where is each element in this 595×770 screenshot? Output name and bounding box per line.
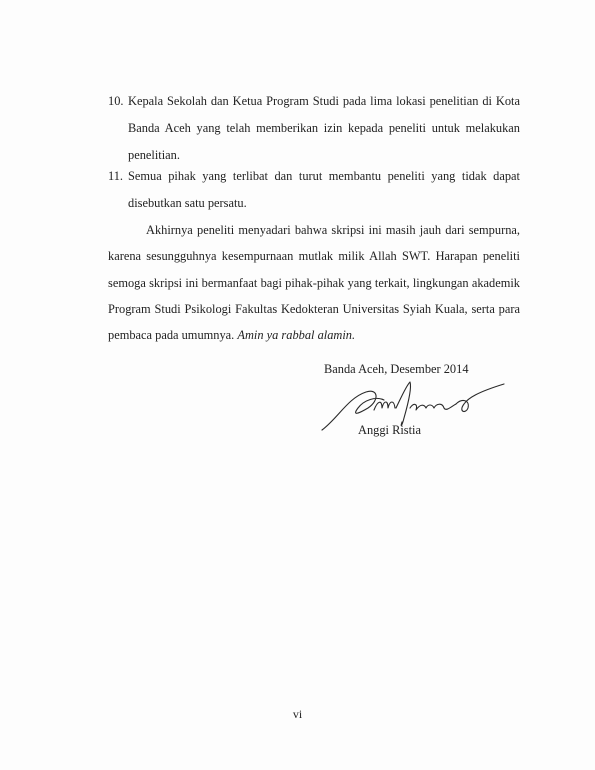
place-date: Banda Aceh, Desember 2014 <box>324 362 469 376</box>
closing-paragraph <box>108 217 520 348</box>
list-item-number: 10. <box>108 94 124 108</box>
list-item-text: Kepala Sekolah dan Ketua Program Studi pada lima lokasi penelitian di Kota Banda Aceh yang telah memberikan izin kepada peneliti untuk melakukan penelitian. <box>128 94 520 162</box>
closing-italic-text: Amin ya rabbal alamin. <box>237 328 356 343</box>
closing-text: Akhirnya peneliti menyadari bahwa skripsi ini masih jauh dari sempurna, karena sesungguhnya kesempurnaan mutlak milik Allah SWT. Harapan peneliti semoga skripsi ini bermanfaat bagi pihak-pihak yang terkait, lingkungan akademik Program Studi Psikologi Fakultas Kedokteran Universitas Syiah Kuala, serta para pembaca pada umumnya. <box>108 223 520 343</box>
list-item-text: Semua pihak yang terlibat dan turut membantu peneliti yang tidak dapat disebutkan satu persatu. <box>128 169 520 210</box>
list-item-11 <box>108 163 520 217</box>
page-number: vi <box>292 707 303 721</box>
signer-name: Anggi Ristia <box>358 423 421 437</box>
list-item-10 <box>108 88 520 169</box>
list-item-number: 11. <box>108 169 124 183</box>
